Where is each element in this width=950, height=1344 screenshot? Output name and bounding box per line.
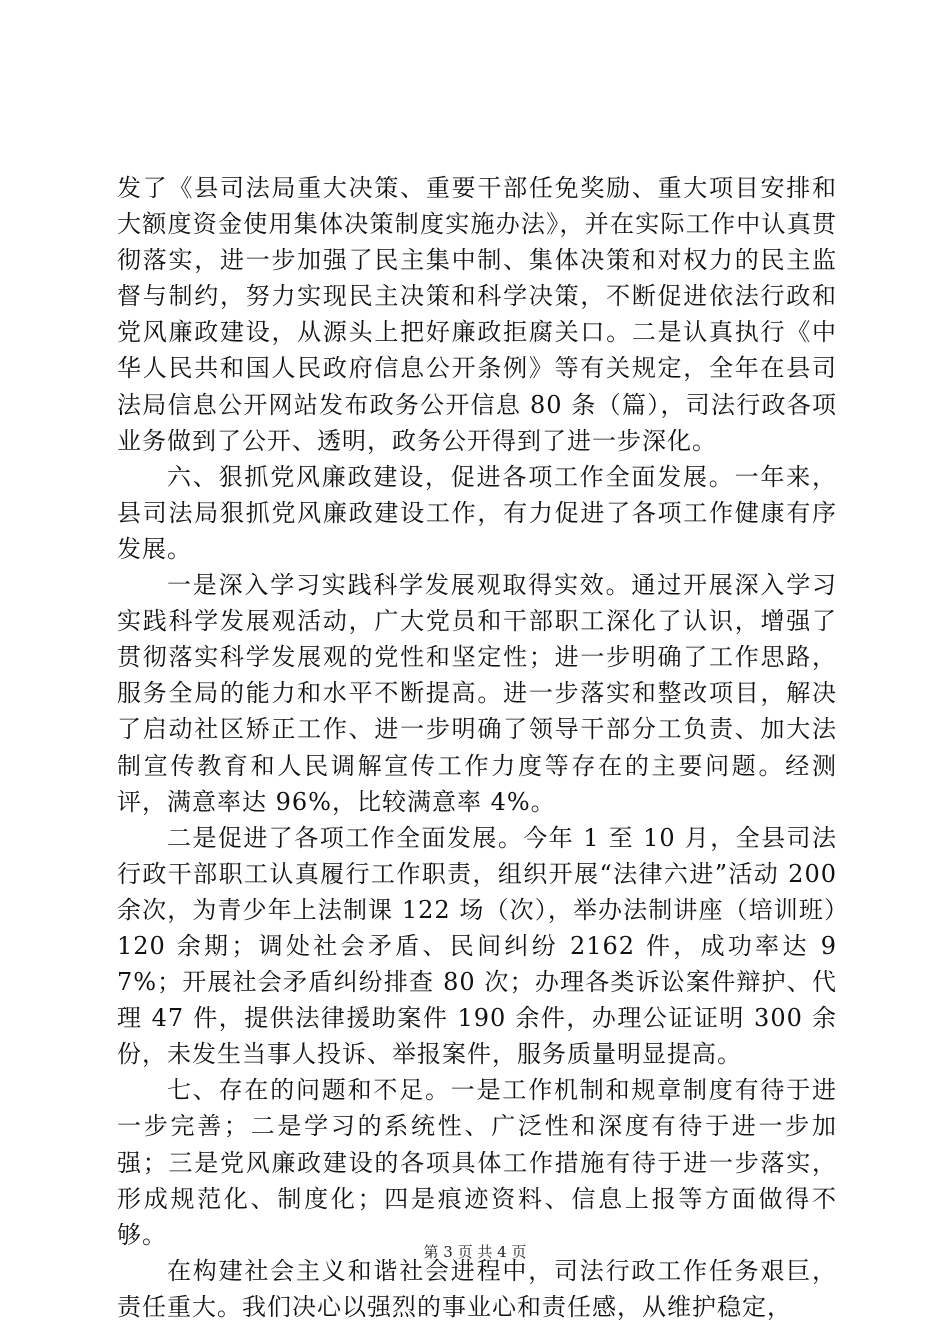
paragraph-4: 二是促进了各项工作全面发展。今年 1 至 10 月，全县司法行政干部职工认真履行工作职责，组织开展“法律六进”活动 200 余次，为青少年上法制课 122 场（次），举办法制讲座（培训班）120 余期；调处社会矛盾、民间纠纷 2162 件，成功率达 97%；开展社会矛盾纠纷排查 80 次；办理各类诉讼案件辩护、代理 47 件，提供法律援助案件 190 余件，办理公证证明 300 余份，未发生当事人投诉、举报案件，服务质量明显提高。: [117, 823, 837, 1069]
paragraph-5: 七、存在的问题和不足。一是工作机制和规章制度有待于进一步完善；二是学习的系统性、广泛性和深度有待于进一步加强；三是党风廉政建设的各项具体工作措施有待于进一步落实，形成规范化、制度化；四是痕迹资料、信息上报等方面做得不够。: [117, 1076, 837, 1249]
paragraph-2: 六、狠抓党风廉政建设，促进各项工作全面发展。一年来，县司法局狠抓党风廉政建设工作，有力促进了各项工作健康有序发展。: [117, 462, 837, 563]
page-footer: 第 3 页 共 4 页: [423, 1243, 527, 1261]
paragraph-6: 在构建社会主义和谐社会进程中，司法行政工作任务艰巨，责任重大。我们决心以强烈的事业心和责任感，从维护稳定，: [117, 1256, 837, 1321]
paragraph-1: 发了《县司法局重大决策、重要干部任免奖励、重大项目安排和大额度资金使用集体决策制度实施办法》，并在实际工作中认真贯彻落实，进一步加强了民主集中制、集体决策和对权力的民主监督与制约，努力实现民主决策和科学决策，不断促进依法行政和党风廉政建设，从源头上把好廉政拒腐关口。二是认真执行《中华人民共和国人民政府信息公开条例》等有关规定，全年在县司法局信息公开网站发布政务公开信息 80 条（篇），司法行政各项业务做到了公开、透明，政务公开得到了进一步深化。: [117, 174, 837, 455]
document-body: [117, 170, 837, 1325]
paragraph-3: 一是深入学习实践科学发展观取得实效。通过开展深入学习实践科学发展观活动，广大党员和干部职工深化了认识，增强了贯彻落实科学发展观的党性和坚定性；进一步明确了工作思路，服务全局的能力和水平不断提高。进一步落实和整改项目，解决了启动社区矫正工作、进一步明确了领导干部分工负责、加大法制宣传教育和人民调解宣传工作力度等存在的主要问题。经测评，满意率达 96%，比较满意率 4%。: [117, 571, 837, 816]
